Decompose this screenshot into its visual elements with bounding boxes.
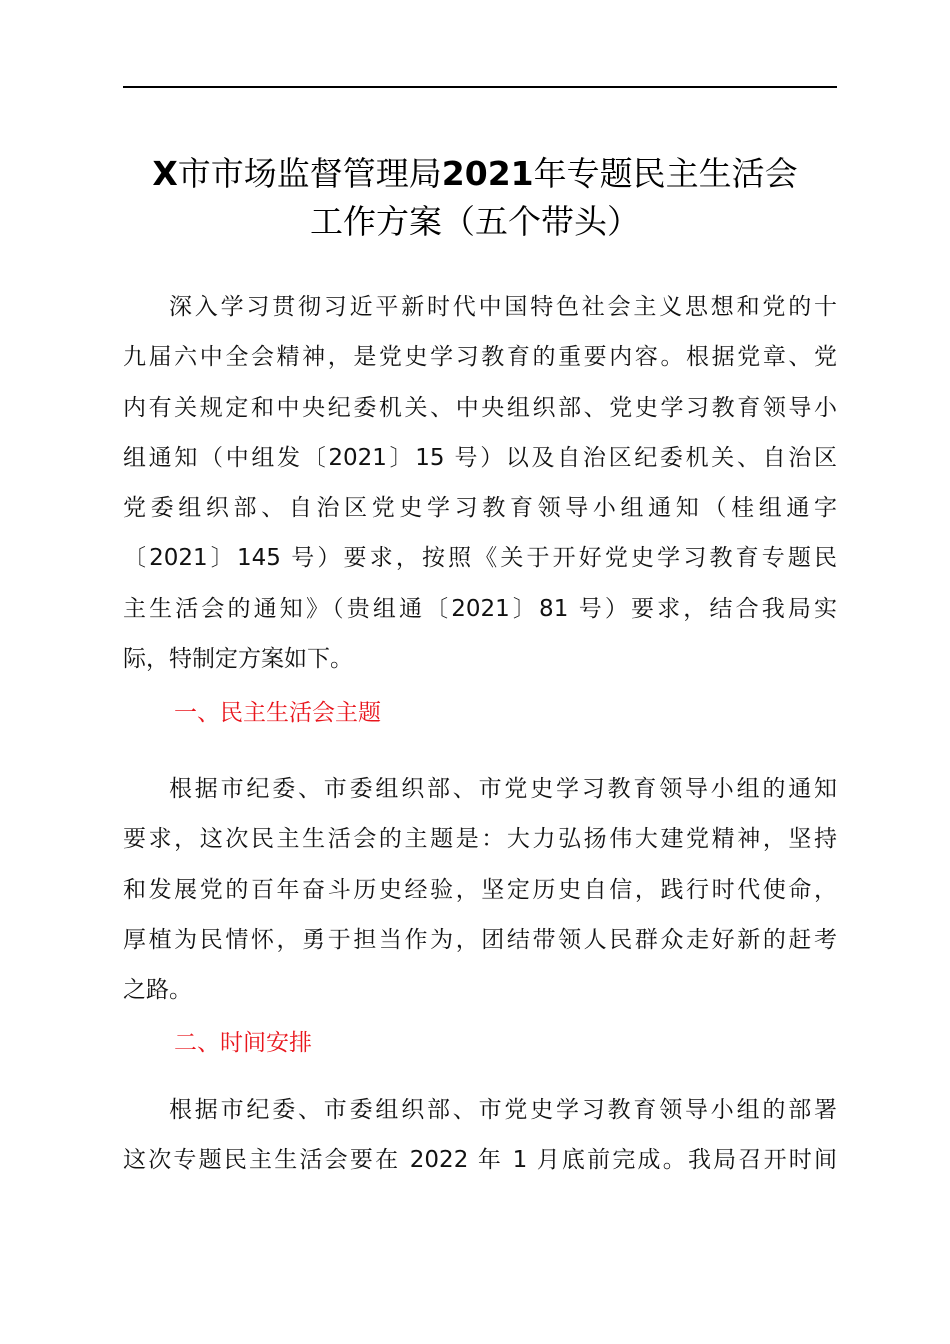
section1-paragraph xyxy=(123,764,837,1015)
intro-line: 组通知（中组发〔2021〕15 号）以及自治区纪委机关、自治区 xyxy=(123,444,837,471)
intro-line: 九届六中全会精神，是党史学习教育的重要内容。根据党章、党 xyxy=(123,344,837,371)
intro-line: 〔2021〕145 号）要求，按照《关于开好党史学习教育专题民 xyxy=(123,545,837,572)
document-title xyxy=(100,150,850,246)
section1-line: 根据市纪委、市委组织部、市党史学习教育领导小组的通知 xyxy=(169,776,837,802)
intro-line: 际，特制定方案如下。 xyxy=(123,646,353,673)
section2-line: 根据市纪委、市委组织部、市党史学习教育领导小组的部署 xyxy=(169,1097,837,1123)
title-prefix: X xyxy=(152,154,178,193)
section-heading-theme: 一、民主生活会主题 xyxy=(174,700,381,726)
title-org: 市市场监督管理局 xyxy=(177,154,442,193)
title-topic: 年专题民主生活会 xyxy=(533,154,798,193)
section1-line: 要求，这次民主生活会的主题是：大力弘扬伟大建党精神，坚持 xyxy=(123,826,837,853)
section-heading-schedule: 二、时间安排 xyxy=(174,1030,312,1056)
intro-line: 主生活会的通知》（贵组通〔2021〕81 号）要求，结合我局实 xyxy=(123,595,837,622)
intro-paragraph xyxy=(123,282,837,684)
section1-line: 和发展党的百年奋斗历史经验，坚定历史自信，践行时代使命， xyxy=(123,876,837,903)
section1-line: 厚植为民情怀，勇于担当作为，团结带领人民群众走好新的赶考 xyxy=(123,926,837,953)
section2-paragraph xyxy=(123,1085,837,1186)
header-rule xyxy=(123,86,837,88)
intro-line: 深入学习贯彻习近平新时代中国特色社会主义思想和党的十 xyxy=(169,294,837,320)
section1-line: 之路。 xyxy=(123,977,192,1004)
title-year: 2021 xyxy=(441,154,534,193)
intro-line: 党委组织部、自治区党史学习教育领导小组通知（桂组通字 xyxy=(123,495,837,522)
title-line-2: 工作方案（五个带头） xyxy=(310,202,640,241)
intro-line: 内有关规定和中央纪委机关、中央组织部、党史学习教育领导小 xyxy=(123,394,837,421)
title-line-1 xyxy=(100,150,850,198)
section2-line: 这次专题民主生活会要在 2022 年 1 月底前完成。我局召开时间 xyxy=(123,1147,837,1174)
